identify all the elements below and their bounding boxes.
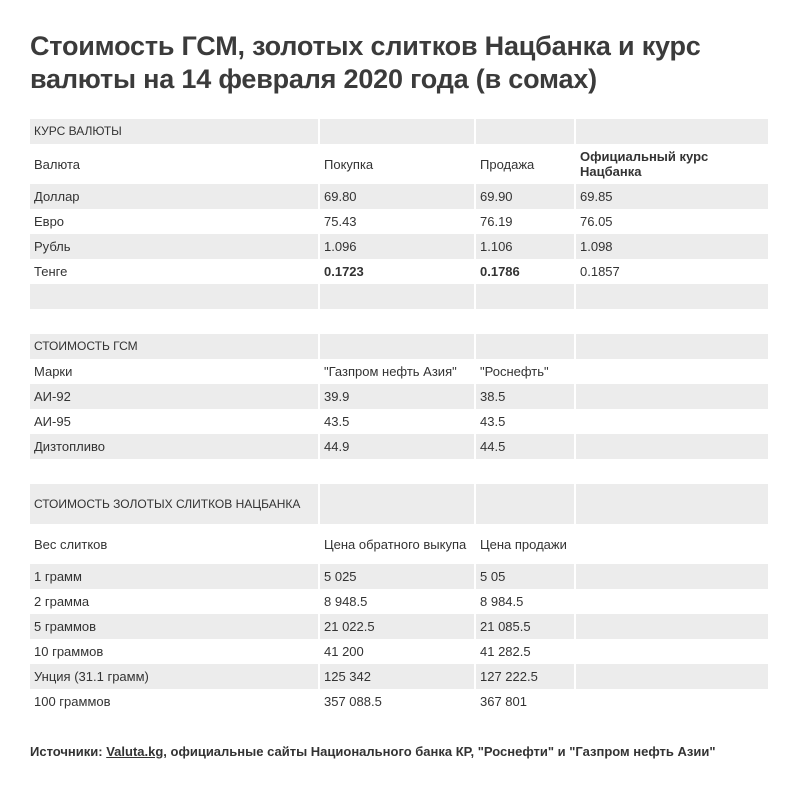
table-cell: 0.1786 xyxy=(476,259,576,284)
table-cell: 10 граммов xyxy=(30,639,320,664)
column-header: Продажа xyxy=(476,144,576,184)
table-row xyxy=(30,564,768,589)
table-row xyxy=(30,664,768,689)
table-row xyxy=(30,434,768,459)
table-cell: АИ-95 xyxy=(30,409,320,434)
page-title: Стоимость ГСМ, золотых слитков Нацбанка и курс валюты на 14 февраля 2020 года (в сомах) xyxy=(30,31,701,94)
column-header: Цена обратного выкупа xyxy=(320,524,476,564)
table-cell: Унция (31.1 грамм) xyxy=(30,664,320,689)
table-row xyxy=(30,589,768,614)
column-header: Марки xyxy=(30,359,320,384)
currency-table xyxy=(30,119,768,309)
table-cell: 21 022.5 xyxy=(320,614,476,639)
table-cell: 69.90 xyxy=(476,184,576,209)
table-cell xyxy=(576,589,768,614)
table-cell: 75.43 xyxy=(320,209,476,234)
column-header: Цена продажи xyxy=(476,524,576,564)
table-cell: 8 948.5 xyxy=(320,589,476,614)
table-cell: 43.5 xyxy=(320,409,476,434)
table-cell: 1.098 xyxy=(576,234,768,259)
table-cell: 100 граммов xyxy=(30,689,320,714)
table-row xyxy=(30,639,768,664)
column-header: Валюта xyxy=(30,144,320,184)
table-cell xyxy=(576,664,768,689)
table-cell xyxy=(576,689,768,714)
column-header xyxy=(576,524,768,564)
table-cell: 5 05 xyxy=(476,564,576,589)
table-cell: 2 грамма xyxy=(30,589,320,614)
table-cell: 0.1723 xyxy=(320,259,476,284)
table-cell: 5 025 xyxy=(320,564,476,589)
table-cell: 8 984.5 xyxy=(476,589,576,614)
table-cell: 125 342 xyxy=(320,664,476,689)
table-cell xyxy=(576,639,768,664)
table-cell: 1.106 xyxy=(476,234,576,259)
table-cell: 44.5 xyxy=(476,434,576,459)
spacer-row xyxy=(30,284,768,309)
table-cell: 367 801 xyxy=(476,689,576,714)
sources-prefix: Источники: xyxy=(30,744,107,759)
table-row xyxy=(30,384,768,409)
sources-suffix: , официальные сайты Национального банка КР, "Роснефти" и "Газпром нефть Азии" xyxy=(163,744,716,759)
section-title: КУРС ВАЛЮТЫ xyxy=(30,119,320,144)
table-cell: Тенге xyxy=(30,259,320,284)
table-row xyxy=(30,259,768,284)
table-row xyxy=(30,184,768,209)
table-cell: 44.9 xyxy=(320,434,476,459)
section-title: СТОИМОСТЬ ЗОЛОТЫХ СЛИТКОВ НАЦБАНКА xyxy=(30,484,320,524)
table-cell: 0.1857 xyxy=(580,264,620,279)
table-row xyxy=(30,409,768,434)
section-header-row xyxy=(30,334,768,359)
table-row xyxy=(30,689,768,714)
table-cell: 43.5 xyxy=(476,409,576,434)
table-cell xyxy=(576,564,768,589)
table-cell: Евро xyxy=(30,209,320,234)
table-cell: 69.85 xyxy=(576,184,768,209)
table-cell: 38.5 xyxy=(476,384,576,409)
table-cell xyxy=(576,434,768,459)
table-cell xyxy=(576,409,768,434)
valuta-link[interactable]: Valuta.kg xyxy=(106,744,164,759)
table-cell: 127 222.5 xyxy=(476,664,576,689)
fuel-table xyxy=(30,334,768,459)
column-header-row xyxy=(30,524,768,564)
table-cell: 41 200 xyxy=(320,639,476,664)
column-header: "Газпром нефть Азия" xyxy=(320,359,476,384)
table-cell xyxy=(576,384,768,409)
table-cell: 1 грамм xyxy=(30,564,320,589)
table-cell: Рубль xyxy=(30,234,320,259)
table-cell: 41 282.5 xyxy=(476,639,576,664)
table-cell: Доллар xyxy=(30,184,320,209)
column-header: Покупка xyxy=(320,144,476,184)
table-cell: 5 граммов xyxy=(30,614,320,639)
section-header-row xyxy=(30,484,768,524)
section-title: СТОИМОСТЬ ГСМ xyxy=(30,334,320,359)
table-row xyxy=(30,614,768,639)
table-cell: 1.096 xyxy=(320,234,476,259)
table-cell: 357 088.5 xyxy=(320,689,476,714)
table-cell: Дизтопливо xyxy=(30,434,320,459)
sources-footer xyxy=(30,744,716,759)
table-cell: 76.19 xyxy=(476,209,576,234)
gold-bars-table xyxy=(30,484,768,714)
column-header: Официальный курс Нацбанка xyxy=(580,149,709,179)
column-header-row xyxy=(30,144,768,184)
table-cell: 76.05 xyxy=(580,214,613,229)
column-header: Вес слитков xyxy=(30,524,320,564)
table-cell: 39.9 xyxy=(320,384,476,409)
table-row xyxy=(30,234,768,259)
column-header xyxy=(576,359,768,384)
section-header-row xyxy=(30,119,768,144)
table-cell xyxy=(576,614,768,639)
table-cell: 69.80 xyxy=(320,184,476,209)
table-cell: 21 085.5 xyxy=(476,614,576,639)
table-row xyxy=(30,209,768,234)
column-header: "Роснефть" xyxy=(476,359,576,384)
column-header-row xyxy=(30,359,768,384)
table-cell: АИ-92 xyxy=(30,384,320,409)
